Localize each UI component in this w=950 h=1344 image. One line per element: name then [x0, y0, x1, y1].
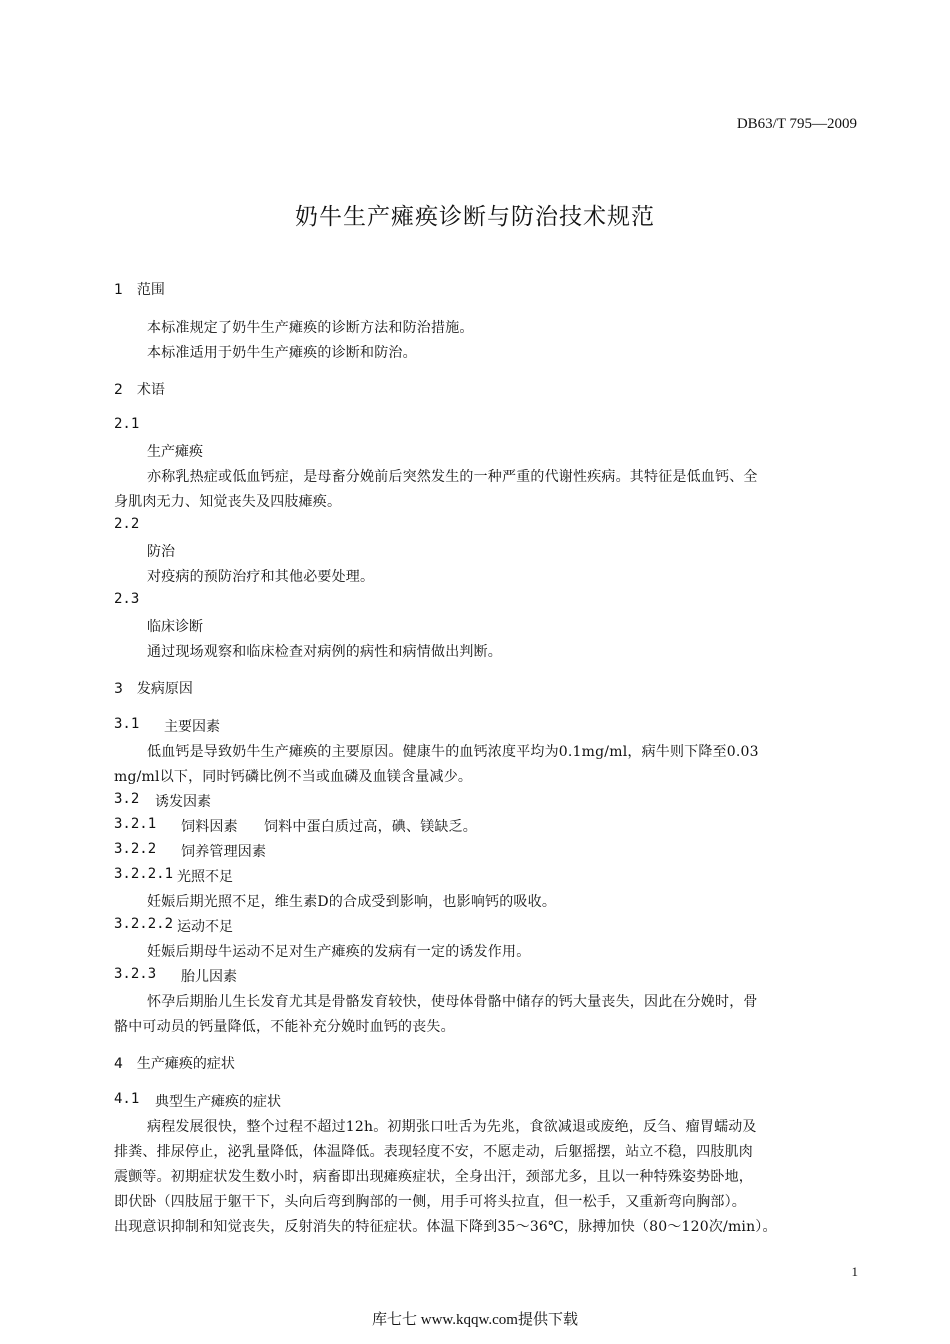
- clause-number: 3.2.1: [114, 816, 157, 832]
- section-4-heading: 4 生产瘫痪的症状: [114, 1056, 235, 1072]
- paragraph: 本标准适用于奶牛生产瘫痪的诊断和防治。: [147, 345, 417, 361]
- paragraph: 对疫病的预防治疗和其他必要处理。: [147, 569, 375, 585]
- clause-number: 2.3: [114, 591, 140, 607]
- section-2-heading: 2 术语: [114, 382, 165, 398]
- paragraph: 本标准规定了奶牛生产瘫痪的诊断方法和防治措施。: [147, 320, 474, 336]
- clause-number: 3.2.3: [114, 966, 157, 982]
- page-number: 1: [851, 1264, 858, 1279]
- clause-title: 主要因素: [164, 719, 220, 735]
- clause-number: 4.1: [114, 1091, 140, 1107]
- paragraph-line: mg/ml以下，同时钙磷比例不当或血磷及血镁含量减少。: [114, 769, 473, 785]
- clause-title: 饲养管理因素: [181, 844, 267, 860]
- section-1-heading: 1 范围: [114, 282, 165, 298]
- clause-number: 2.2: [114, 516, 140, 532]
- document-code: DB63/T 795—2009: [736, 116, 857, 132]
- paragraph-line: 出现意识抑制和知觉丧失，反射消失的特征症状。体温下降到35～36℃，脉搏加快（80～120次/min）。: [114, 1219, 777, 1235]
- paragraph-line: 身肌肉无力、知觉丧失及四肢瘫痪。: [114, 494, 342, 510]
- paragraph-line: 亦称乳热症或低血钙症，是母畜分娩前后突然发生的一种严重的代谢性疾病。其特征是低血钙、全: [147, 469, 758, 485]
- paragraph-line: 怀孕后期胎儿生长发育尤其是骨骼发育较快，使母体骨骼中储存的钙大量丧失，因此在分娩时，骨: [147, 994, 758, 1010]
- paragraph-line: 低血钙是导致奶牛生产瘫痪的主要原因。健康牛的血钙浓度平均为0.1mg/ml，病牛则下降至0.03: [147, 744, 759, 760]
- clause-title: 饲料因素: [181, 819, 238, 835]
- clause-title: 运动不足: [177, 919, 233, 935]
- clause-number: 2.1: [114, 416, 140, 432]
- paragraph-line: 排粪、排尿停止，泌乳量降低，体温降低。表现轻度不安，不愿走动，后躯摇摆，站立不稳，四肢肌肉: [114, 1144, 753, 1160]
- paragraph-line: 病程发展很快，整个过程不超过12h。初期张口吐舌为先兆，食欲减退或废绝，反刍、瘤胃蠕动及: [147, 1119, 757, 1135]
- page-title: 奶牛生产瘫痪诊断与防治技术规范: [295, 204, 655, 230]
- clause-number: 3.2.2.2: [114, 916, 174, 932]
- paragraph: 通过现场观察和临床检查对病例的病性和病情做出判断。: [147, 644, 502, 660]
- paragraph-line: 震颤等。初期症状发生数小时，病畜即出现瘫痪症状，全身出汗，颈部尤多，且以一种特殊姿势卧地，: [114, 1169, 753, 1185]
- clause-number: 3.1: [114, 716, 140, 732]
- clause-number: 3.2.2.1: [114, 866, 174, 882]
- paragraph-line: 骼中可动员的钙量降低，不能补充分娩时血钙的丧失。: [114, 1019, 455, 1035]
- paragraph: 饲料中蛋白质过高，碘、镁缺乏。: [264, 819, 477, 835]
- term-title: 生产瘫痪: [147, 444, 203, 460]
- clause-title: 胎儿因素: [181, 969, 237, 985]
- clause-number: 3.2: [114, 791, 140, 807]
- clause-title: 光照不足: [177, 869, 233, 885]
- term-title: 临床诊断: [147, 619, 203, 635]
- section-3-heading: 3 发病原因: [114, 681, 193, 697]
- paragraph: 妊娠后期母牛运动不足对生产瘫痪的发病有一定的诱发作用。: [147, 944, 531, 960]
- clause-number: 3.2.2: [114, 841, 157, 857]
- paragraph-line: 即伏卧（四肢屈于躯干下，头向后弯到胸部的一侧，用手可将头拉直，但一松手，又重新弯向胸部）。: [114, 1194, 746, 1210]
- footer-watermark: 库七七 www.kqqw.com提供下载: [372, 1312, 578, 1328]
- clause-title: 典型生产瘫痪的症状: [155, 1094, 281, 1110]
- term-title: 防治: [147, 544, 175, 560]
- paragraph: 妊娠后期光照不足，维生素D的合成受到影响，也影响钙的吸收。: [147, 894, 557, 910]
- clause-title: 诱发因素: [155, 794, 211, 810]
